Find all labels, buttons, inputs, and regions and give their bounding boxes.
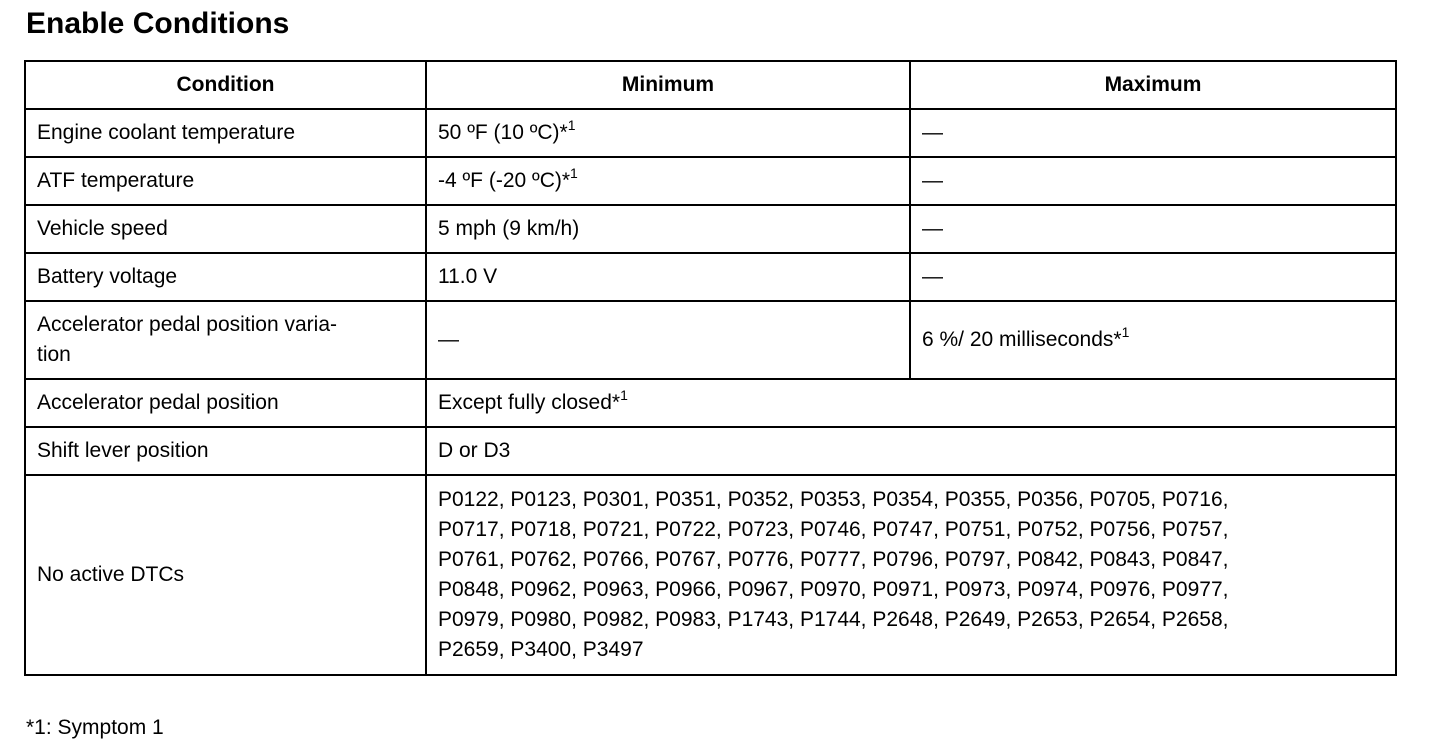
minimum-cell: — <box>426 301 910 379</box>
table-row <box>25 301 1396 379</box>
condition-line: Accelerator pedal position varia- <box>37 313 337 336</box>
footnote: *1: Symptom 1 <box>26 716 164 739</box>
maximum-cell: — <box>910 157 1396 205</box>
table-row <box>25 475 1396 675</box>
column-header-minimum: Minimum <box>426 61 910 109</box>
dtc-line: P0848, P0962, P0963, P0966, P0967, P0970, P0971, P0973, P0974, P0976, P0977, <box>438 578 1229 601</box>
dtc-list-cell <box>426 475 1396 675</box>
minimum-cell: 11.0 V <box>426 253 910 301</box>
dtc-line: P2659, P3400, P3497 <box>438 638 644 661</box>
condition-cell: Shift lever position <box>25 427 426 475</box>
table-row <box>25 157 1396 205</box>
maximum-cell: — <box>910 109 1396 157</box>
minimum-cell <box>426 157 910 205</box>
minimum-cell: 5 mph (9 km/h) <box>426 205 910 253</box>
condition-line: tion <box>37 343 71 366</box>
table-row <box>25 205 1396 253</box>
dtc-line: P0122, P0123, P0301, P0351, P0352, P0353, P0354, P0355, P0356, P0705, P0716, <box>438 488 1229 511</box>
table-row <box>25 379 1396 427</box>
table-row <box>25 253 1396 301</box>
column-header-maximum: Maximum <box>910 61 1396 109</box>
maximum-value: 6 %/ 20 milliseconds* <box>922 328 1122 351</box>
minimum-cell <box>426 109 910 157</box>
condition-cell: Accelerator pedal position <box>25 379 426 427</box>
footnote-ref: 1 <box>620 387 628 403</box>
minimum-value: -4 ºF (-20 ºC)* <box>438 169 571 192</box>
footnote-ref: 1 <box>1121 324 1130 340</box>
maximum-cell: — <box>910 205 1396 253</box>
dtc-line: P0761, P0762, P0766, P0767, P0776, P0777, P0796, P0797, P0842, P0843, P0847, <box>438 548 1229 571</box>
condition-cell: Engine coolant temperature <box>25 109 426 157</box>
condition-cell: ATF temperature <box>25 157 426 205</box>
dtc-line: P0717, P0718, P0721, P0722, P0723, P0746, P0747, P0751, P0752, P0756, P0757, <box>438 518 1229 541</box>
maximum-cell: — <box>910 253 1396 301</box>
table-header-row <box>25 61 1396 109</box>
footnote-ref: 1 <box>567 117 576 133</box>
minimum-value: 50 ºF (10 ºC)* <box>438 121 568 144</box>
condition-cell <box>25 301 426 379</box>
maximum-cell <box>910 301 1396 379</box>
table-row <box>25 109 1396 157</box>
condition-cell: Battery voltage <box>25 253 426 301</box>
page-title: Enable Conditions <box>26 7 290 40</box>
value-text: Except fully closed* <box>438 391 621 414</box>
enable-conditions-table <box>24 60 1397 676</box>
column-header-condition: Condition <box>25 61 426 109</box>
dtc-line: P0979, P0980, P0982, P0983, P1743, P1744, P2648, P2649, P2653, P2654, P2658, <box>438 608 1229 631</box>
value-cell: D or D3 <box>426 427 1396 475</box>
value-cell <box>426 379 1396 427</box>
condition-cell: Vehicle speed <box>25 205 426 253</box>
condition-cell: No active DTCs <box>25 475 426 675</box>
table-row <box>25 427 1396 475</box>
footnote-ref: 1 <box>570 165 578 181</box>
